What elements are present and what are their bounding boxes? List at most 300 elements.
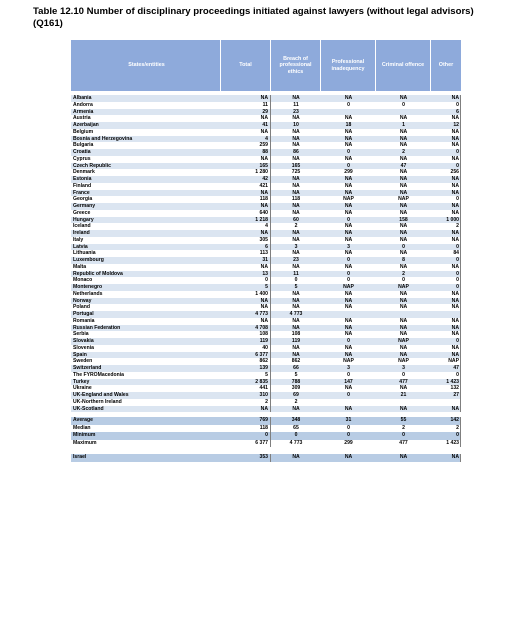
- table-row: [71, 284, 461, 291]
- table-cell: NA: [292, 142, 300, 149]
- table-row: [71, 318, 461, 325]
- table-cell: 0: [221, 432, 271, 440]
- table-cell: NA: [344, 297, 353, 304]
- table-cell: NA: [399, 297, 408, 304]
- table-cell: NA: [292, 230, 300, 236]
- table-cell: NA: [431, 203, 461, 210]
- table-cell: 2: [402, 149, 405, 155]
- table-cell: NA: [221, 190, 271, 197]
- table-cell: 2: [431, 223, 461, 230]
- table-cell: NA: [292, 209, 300, 216]
- table-cell: 6 377: [221, 440, 271, 448]
- table-cell: NA: [344, 176, 353, 182]
- row-label: Israel: [73, 454, 87, 461]
- table-cell: 862: [221, 358, 271, 365]
- table-cell: 0: [431, 163, 461, 170]
- table-cell: [376, 109, 431, 116]
- table-cell: NAP: [398, 284, 409, 290]
- table-cell: 65: [293, 424, 299, 431]
- table-cell: 1 218: [221, 217, 271, 224]
- table-cell: NA: [399, 263, 408, 270]
- row-label: Italy: [73, 236, 84, 243]
- table-cell: 3: [294, 243, 298, 250]
- row-label: Ukraine: [73, 385, 92, 392]
- table-row: [71, 156, 461, 163]
- table-cell: 41: [221, 122, 271, 129]
- row-label: Republic of Moldova: [73, 270, 123, 277]
- table-row: [71, 298, 461, 305]
- table-cell: NA: [292, 324, 300, 331]
- table-cell: NA: [431, 454, 461, 462]
- table-cell: 0: [402, 371, 405, 378]
- table-cell: 310: [221, 392, 271, 399]
- table-cell: 23: [293, 108, 299, 115]
- row-label: Hungary: [73, 216, 94, 223]
- table-cell: NA: [344, 182, 353, 189]
- table-cell: 862: [291, 358, 301, 365]
- table-cell: 11: [293, 270, 299, 277]
- summary-row: [71, 440, 461, 448]
- row-label: Azerbaijan: [73, 122, 99, 128]
- table-row: [71, 365, 461, 372]
- table-cell: [321, 311, 376, 318]
- table-cell: 5: [221, 284, 271, 291]
- table-cell: 108: [221, 331, 271, 338]
- table-cell: 2: [221, 399, 271, 406]
- table-cell: NA: [431, 142, 461, 149]
- table-cell: NA: [399, 304, 408, 311]
- table-cell: NA: [292, 405, 300, 412]
- table-cell: 441: [221, 385, 271, 392]
- table-row: [71, 304, 461, 311]
- table-cell: NA: [221, 264, 271, 271]
- table-cell: 5: [294, 371, 298, 378]
- table-cell: NA: [344, 203, 353, 209]
- table-cell: NA: [344, 304, 353, 311]
- table-row: [71, 129, 461, 136]
- table-cell: NA: [399, 324, 408, 331]
- table-row: [71, 352, 461, 359]
- table-cell: NA: [399, 250, 408, 257]
- table-cell: NA: [221, 156, 271, 163]
- row-label: Cyprus: [73, 155, 91, 162]
- table-cell: 142: [431, 417, 461, 425]
- header-inadequency: Professional inadequency: [321, 40, 376, 91]
- summary-row: [71, 432, 461, 440]
- table-cell: [321, 399, 376, 406]
- table-cell: NA: [399, 169, 408, 176]
- table-cell: NA: [399, 95, 408, 101]
- table-cell: 12: [431, 122, 461, 129]
- row-label: UK-Northern Ireland: [73, 398, 122, 405]
- table-cell: NA: [344, 344, 353, 351]
- table-cell: NA: [344, 236, 353, 243]
- row-label: Serbia: [73, 331, 89, 338]
- table-cell: NA: [221, 304, 271, 311]
- table-cell: NA: [399, 189, 408, 196]
- row-label: Average: [73, 417, 93, 424]
- table-cell: 0: [347, 149, 350, 155]
- table-cell: NA: [399, 331, 408, 338]
- table-cell: 18: [345, 122, 352, 128]
- table-cell: 31: [221, 257, 271, 264]
- row-label: UK-England and Wales: [73, 392, 129, 398]
- table-row: [71, 358, 461, 365]
- row-label: Bosnia and Herzegovina: [73, 135, 133, 142]
- table-cell: 259: [221, 142, 271, 149]
- table-cell: 0: [431, 244, 461, 251]
- table-row: [71, 203, 461, 210]
- row-label: UK-Scotland: [73, 405, 104, 412]
- table-cell: 0: [347, 424, 350, 431]
- table-cell: NA: [344, 142, 353, 149]
- row-label: Slovenia: [73, 344, 94, 351]
- table-cell: NA: [399, 142, 408, 149]
- table-cell: 305: [221, 237, 271, 244]
- table-cell: NA: [399, 203, 408, 209]
- table-cell: 0: [431, 257, 461, 264]
- table-row: [71, 264, 461, 271]
- table-cell: 21: [400, 392, 407, 398]
- table-cell: 2: [402, 424, 405, 431]
- table-row: [71, 183, 461, 190]
- table-cell: NA: [431, 230, 461, 237]
- row-label: Lithuania: [73, 250, 96, 257]
- table-cell: [431, 399, 461, 406]
- table-cell: 4 773: [289, 311, 303, 317]
- table-row: [71, 95, 461, 102]
- table-cell: NA: [344, 454, 353, 461]
- row-label: Romania: [73, 317, 95, 324]
- table-cell: 299: [344, 169, 353, 176]
- table-cell: 477: [399, 439, 408, 446]
- table-cell: NA: [344, 230, 353, 236]
- row-label: France: [73, 189, 90, 196]
- table-cell: NA: [292, 317, 300, 324]
- table-cell: [376, 399, 431, 406]
- table-row: [71, 169, 461, 176]
- table-cell: NA: [431, 136, 461, 143]
- table-cell: NAP: [343, 284, 354, 290]
- table-row: [71, 115, 461, 122]
- table-row: [71, 237, 461, 244]
- table-cell: 1 423: [431, 440, 461, 448]
- table-cell: NA: [221, 406, 271, 413]
- table-row: [71, 325, 461, 332]
- table-cell: NA: [292, 263, 300, 270]
- table-cell: 0: [347, 216, 350, 223]
- table-row: [71, 271, 461, 278]
- table-cell: NA: [344, 263, 353, 270]
- table-cell: 88: [221, 149, 271, 156]
- table-cell: NA: [399, 223, 408, 230]
- table-cell: NA: [292, 250, 300, 257]
- table-cell: NA: [431, 176, 461, 183]
- table-cell: 4 708: [221, 325, 271, 332]
- table-cell: 1 423: [431, 379, 461, 386]
- row-label: Belgium: [73, 128, 94, 135]
- table-cell: 0: [402, 432, 405, 439]
- table-cell: NA: [344, 250, 353, 257]
- header-breach: Breach of professional ethics: [271, 40, 321, 91]
- extra-block: [71, 454, 461, 462]
- table-cell: NA: [431, 190, 461, 197]
- table-row: [71, 210, 461, 217]
- table-cell: NA: [292, 454, 300, 461]
- table-cell: 4: [221, 223, 271, 230]
- table-cell: NA: [344, 331, 353, 338]
- table-cell: NAP: [343, 358, 354, 365]
- table-cell: 47: [431, 365, 461, 372]
- table-row: [71, 122, 461, 129]
- table-cell: NA: [399, 128, 408, 135]
- table-cell: NA: [344, 95, 353, 101]
- table-cell: 158: [399, 216, 408, 223]
- table-row: [71, 149, 461, 156]
- table-cell: 11: [221, 102, 271, 109]
- table-cell: 0: [347, 270, 350, 277]
- table-cell: NA: [399, 230, 408, 236]
- table-row: [71, 257, 461, 264]
- table-cell: 42: [221, 176, 271, 183]
- row-label: Estonia: [73, 176, 92, 182]
- table-row: [71, 399, 461, 406]
- summary-block: [71, 417, 461, 447]
- table-cell: 3: [347, 365, 350, 371]
- table-cell: 23: [293, 257, 299, 263]
- table-cell: NA: [431, 331, 461, 338]
- row-label: Czech Republic: [73, 162, 111, 169]
- row-label: Latvia: [73, 243, 88, 250]
- table-cell: 0: [347, 371, 350, 378]
- table-cell: 1 400: [221, 291, 271, 298]
- table-row: [71, 217, 461, 224]
- table-cell: 165: [291, 162, 301, 169]
- row-label: Montenegro: [73, 284, 103, 290]
- table-row: [71, 230, 461, 237]
- table-cell: 4: [221, 136, 271, 143]
- table-cell: 40: [221, 345, 271, 352]
- row-label: Slovakia: [73, 338, 94, 344]
- table-cell: NA: [431, 352, 461, 359]
- row-label: Spain: [73, 351, 87, 358]
- table-cell: NA: [221, 115, 271, 122]
- table-cell: NA: [431, 304, 461, 311]
- data-table: [71, 40, 461, 462]
- table-cell: 0: [431, 338, 461, 345]
- table-cell: 118: [221, 425, 271, 433]
- table-cell: 0: [431, 372, 461, 379]
- table-cell: 421: [221, 183, 271, 190]
- table-cell: NA: [221, 203, 271, 210]
- header-total: Total: [221, 40, 271, 91]
- table-cell: 0: [431, 271, 461, 278]
- table-cell: NA: [292, 351, 300, 358]
- table-cell: 309: [291, 385, 301, 392]
- row-label: Switzerland: [73, 365, 102, 371]
- table-cell: NA: [344, 351, 353, 358]
- table-cell: 8: [402, 257, 405, 263]
- row-label: Croatia: [73, 149, 91, 155]
- table-cell: 725: [291, 169, 301, 176]
- row-label: Turkey: [73, 378, 90, 385]
- table-cell: 5: [221, 372, 271, 379]
- table-row: [71, 379, 461, 386]
- table-cell: NA: [344, 209, 353, 216]
- table-cell: NA: [431, 318, 461, 325]
- row-label: Austria: [73, 115, 91, 122]
- table-cell: 1: [402, 122, 405, 128]
- table-cell: 2: [294, 223, 298, 230]
- table-cell: 1 280: [221, 169, 271, 176]
- table-cell: 0: [294, 432, 298, 439]
- table-row: [71, 142, 461, 149]
- table-cell: [376, 311, 431, 318]
- table-cell: NA: [292, 176, 300, 182]
- table-cell: 0: [347, 257, 350, 263]
- table-cell: NA: [399, 236, 408, 243]
- table-cell: 31: [345, 417, 352, 424]
- table-row: [71, 392, 461, 399]
- table-cell: NA: [221, 95, 271, 102]
- table-cell: NA: [399, 351, 408, 358]
- table-cell: 0: [431, 277, 461, 284]
- table-cell: NA: [292, 236, 300, 243]
- row-label: Germany: [73, 203, 96, 209]
- table-cell: 299: [344, 439, 353, 446]
- table-cell: NA: [399, 176, 408, 182]
- row-label: Finland: [73, 182, 92, 189]
- table-cell: 132: [431, 385, 461, 392]
- table-cell: 84: [431, 250, 461, 257]
- table-cell: 0: [431, 102, 461, 109]
- table-cell: NA: [399, 209, 408, 216]
- table-cell: NA: [221, 129, 271, 136]
- table-cell: 119: [221, 338, 271, 345]
- table-cell: 11: [293, 101, 299, 108]
- table-cell: [321, 109, 376, 116]
- table-cell: 4 773: [289, 439, 303, 446]
- row-label: Georgia: [73, 196, 93, 203]
- table-cell: 86: [293, 149, 299, 155]
- table-cell: 0: [347, 432, 350, 439]
- table-cell: 13: [221, 271, 271, 278]
- row-label: Poland: [73, 304, 90, 311]
- table-cell: 108: [291, 331, 301, 338]
- table-cell: NA: [344, 317, 353, 324]
- table-cell: NA: [399, 182, 408, 189]
- table-header: [71, 40, 461, 91]
- table-cell: 3: [402, 365, 405, 371]
- table-cell: NAP: [431, 358, 461, 365]
- table-cell: 4 773: [221, 311, 271, 318]
- table-cell: 119: [291, 338, 301, 344]
- table-cell: NA: [292, 189, 300, 196]
- table-cell: NA: [221, 230, 271, 237]
- table-row: [71, 102, 461, 109]
- table-cell: NA: [431, 115, 461, 122]
- table-cell: 27: [431, 392, 461, 399]
- table-row: [71, 163, 461, 170]
- table-cell: 113: [221, 250, 271, 257]
- table-cell: 3: [347, 243, 350, 250]
- table-cell: 0: [431, 432, 461, 440]
- table-cell: 0: [294, 277, 298, 284]
- table-cell: 69: [293, 392, 299, 398]
- table-cell: 640: [221, 210, 271, 217]
- table-cell: 2 835: [221, 379, 271, 386]
- row-label: Sweden: [73, 358, 93, 365]
- table-cell: 2: [431, 425, 461, 433]
- table-cell: 47: [400, 162, 407, 169]
- table-cell: NAP: [398, 338, 409, 344]
- table-cell: NA: [292, 297, 300, 304]
- table-cell: NA: [431, 237, 461, 244]
- table-row: [71, 385, 461, 392]
- table-cell: NA: [344, 155, 353, 162]
- table-cell: NA: [292, 155, 300, 162]
- row-label: Russian Federation: [73, 324, 121, 331]
- table-cell: NAP: [343, 196, 354, 203]
- table-cell: 0: [402, 243, 405, 250]
- header-criminal: Criminal offence: [376, 40, 431, 91]
- row-label: Maximum: [73, 439, 97, 446]
- row-label: Armenia: [73, 108, 94, 115]
- table-cell: NA: [344, 189, 353, 196]
- row-label: Portugal: [73, 311, 94, 317]
- table-row: [71, 277, 461, 284]
- table-cell: NA: [292, 95, 300, 101]
- table-row: [71, 244, 461, 251]
- table-cell: NA: [399, 385, 408, 392]
- table-cell: NA: [344, 115, 353, 122]
- table-cell: 477: [399, 378, 408, 385]
- table-cell: NAP: [398, 196, 409, 203]
- table-cell: NA: [292, 203, 300, 209]
- table-cell: 118: [291, 196, 301, 203]
- table-cell: NA: [292, 115, 300, 122]
- table-cell: NA: [431, 325, 461, 332]
- row-label: Luxembourg: [73, 257, 104, 263]
- table-cell: NA: [399, 317, 408, 324]
- row-label: The FYROMacedonia: [73, 371, 124, 378]
- table-cell: 348: [291, 417, 301, 424]
- table-row: [71, 136, 461, 143]
- row-label: Bulgaria: [73, 142, 94, 149]
- table-row: [71, 331, 461, 338]
- table-row: [71, 345, 461, 352]
- table-cell: 66: [293, 365, 299, 371]
- table-cell: 147: [344, 378, 353, 385]
- table-cell: 0: [347, 277, 350, 284]
- table-cell: 788: [291, 378, 301, 385]
- table-cell: 60: [293, 216, 299, 223]
- table-cell: NA: [344, 405, 353, 412]
- table-row: [71, 176, 461, 183]
- row-label: Denmark: [73, 169, 95, 176]
- table-cell: 0: [347, 162, 350, 169]
- table-cell: NAP: [398, 358, 409, 365]
- table-cell: 0: [431, 149, 461, 156]
- table-cell: NA: [292, 290, 300, 297]
- table-cell: 0: [221, 277, 271, 284]
- table-cell: NA: [431, 129, 461, 136]
- table-cell: 256: [431, 169, 461, 176]
- row-label: Ireland: [73, 230, 90, 236]
- extra-row: [71, 454, 461, 462]
- table-cell: 0: [402, 101, 405, 108]
- table-cell: 0: [431, 284, 461, 291]
